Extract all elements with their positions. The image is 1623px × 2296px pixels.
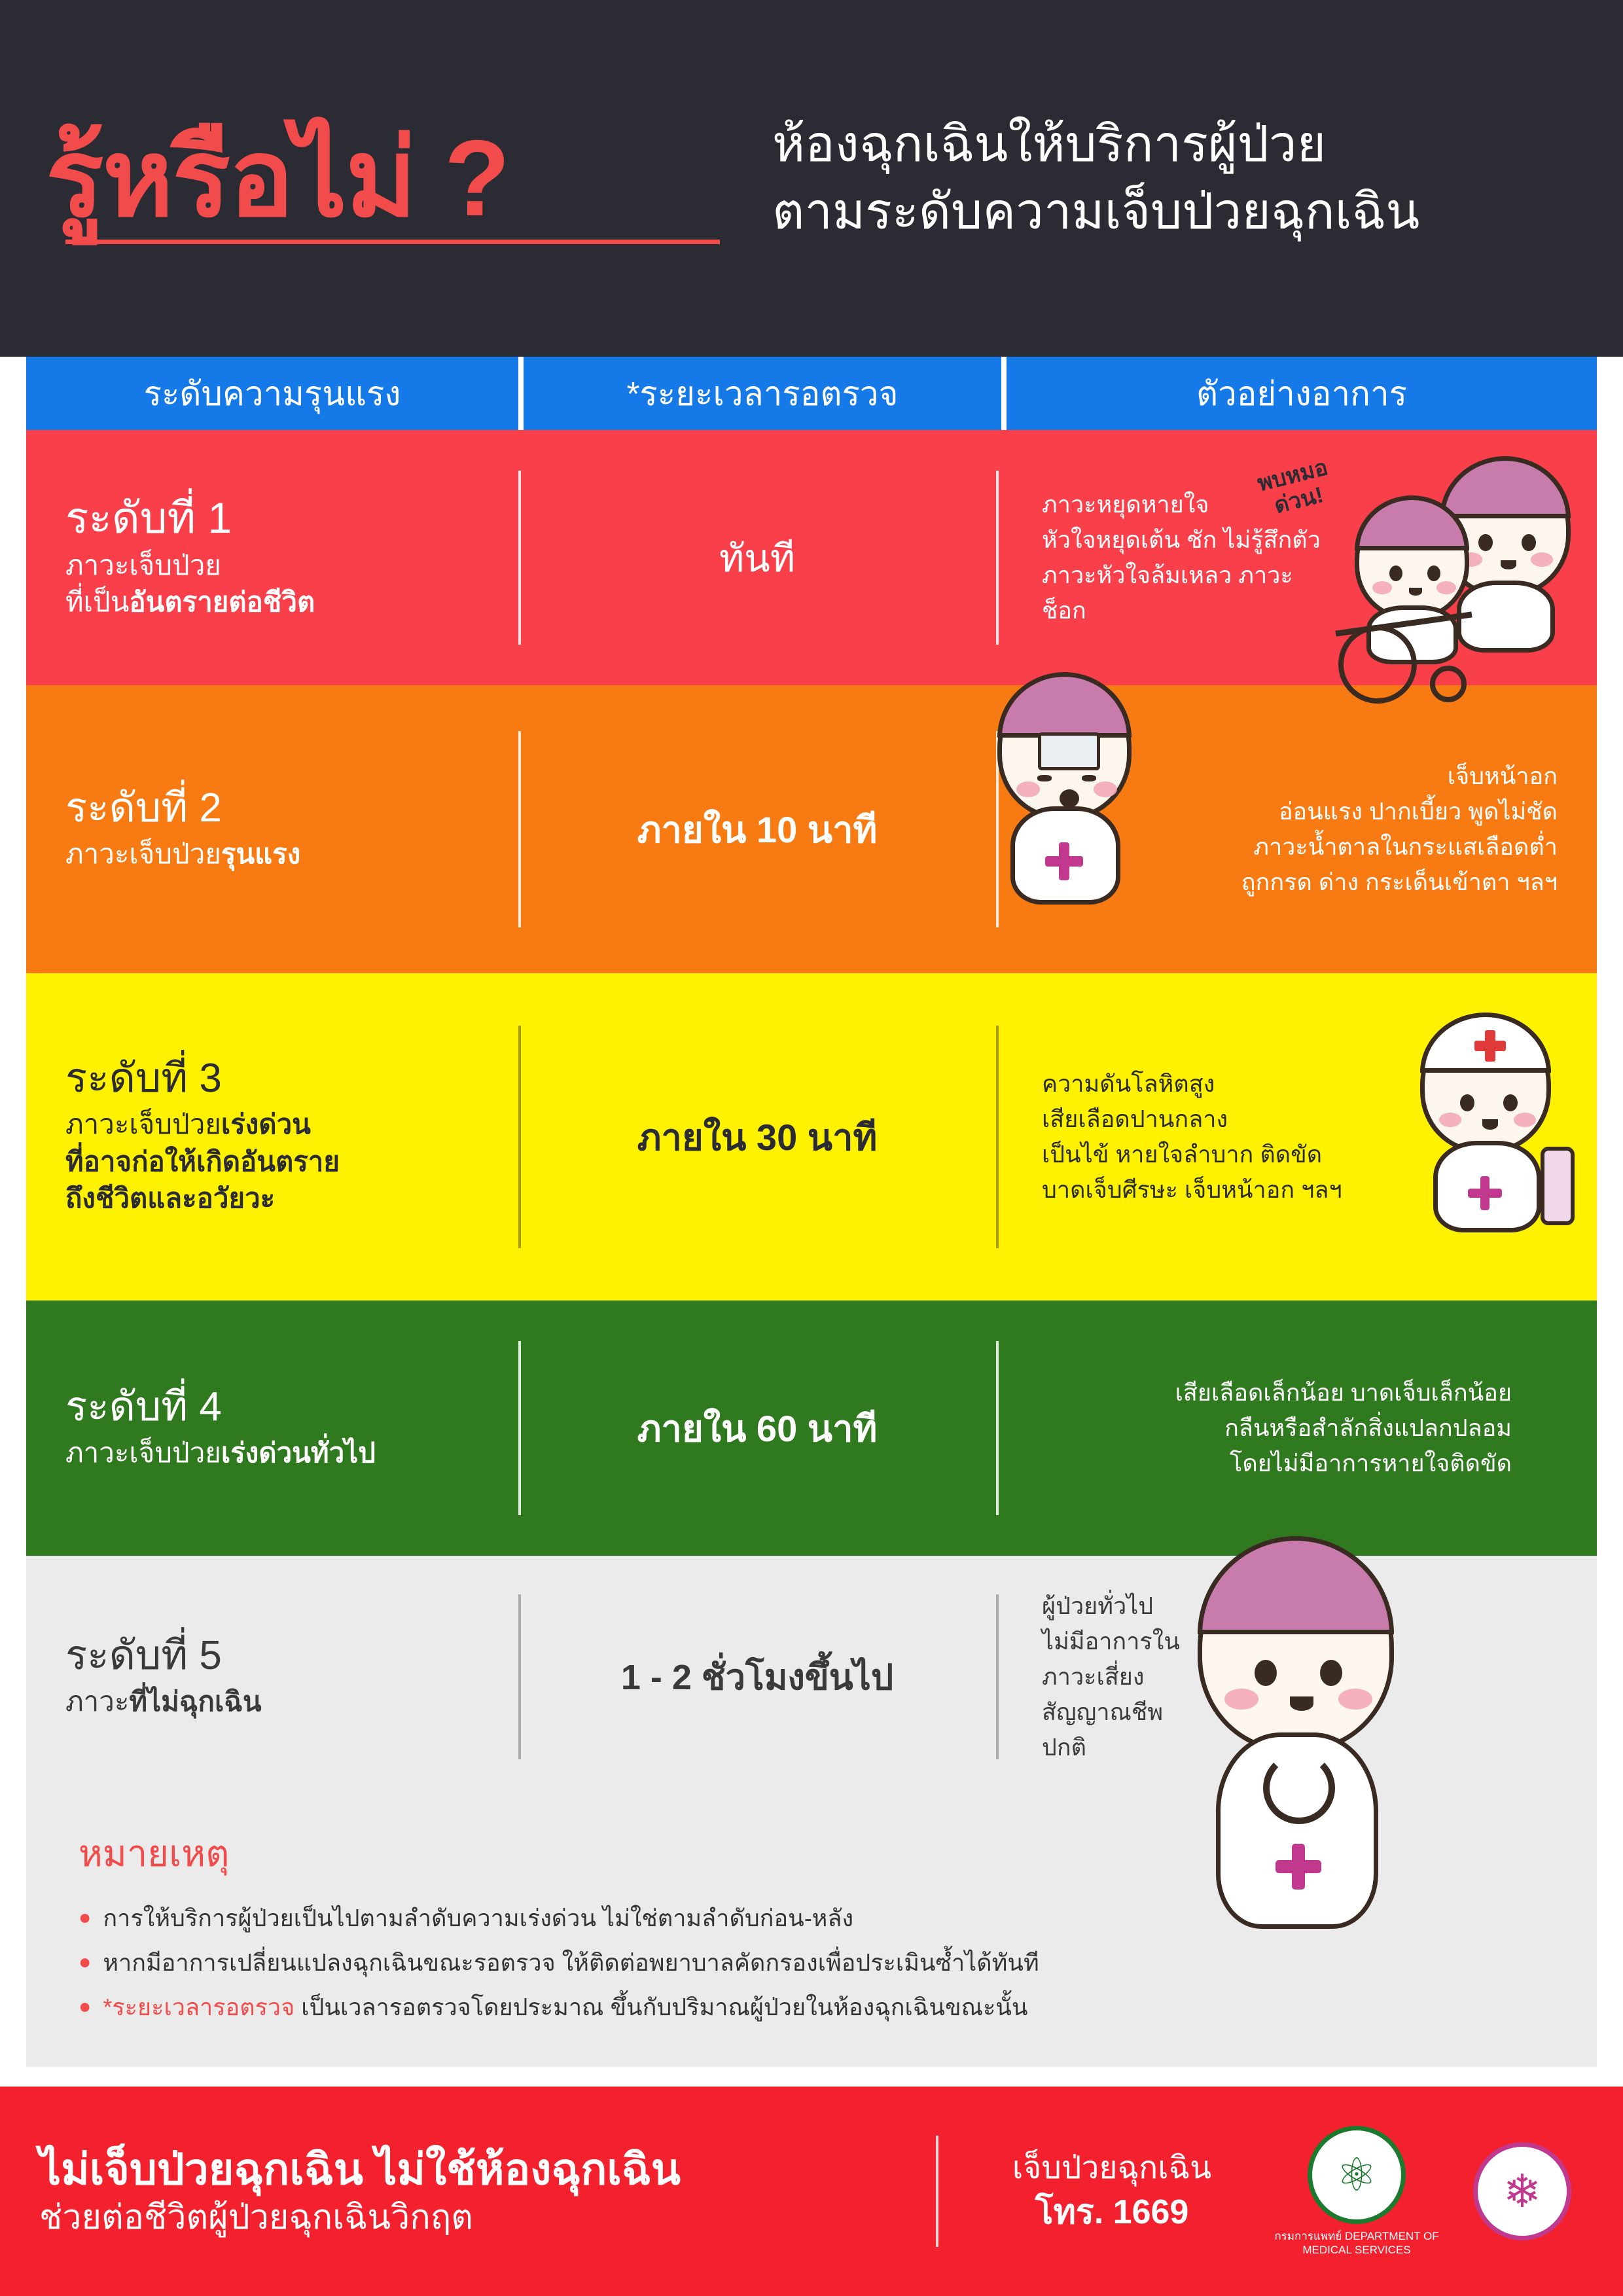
hotline-number: โทร. 1669: [1035, 2193, 1189, 2232]
row-divider: [518, 471, 521, 644]
cell-severity: [26, 1556, 518, 1798]
symptom-line: ถูกกรด ด่าง กระเด็นเข้าตา ฯลฯ: [1241, 869, 1558, 895]
symptom-line: เสียเลือดเล็กน้อย บาดเจ็บเล็กน้อย: [1175, 1379, 1512, 1406]
cell-waittime: [518, 430, 996, 685]
level-desc-bold: อันตรายต่อชีวิต: [129, 586, 315, 618]
level-desc-bold: รุนแรง: [221, 838, 301, 869]
symptom-line: ภาวะน้ำตาลในกระแสเลือดต่ำ: [1253, 833, 1558, 860]
level-description-line2: [65, 1683, 518, 1721]
table-row: [26, 430, 1597, 685]
cell-waittime: [518, 973, 996, 1300]
column-header-severity: ระดับความรุนแรง: [26, 357, 518, 430]
symptom-line: กลืนหรือสำลักสิ่งแปลกปลอม: [1224, 1414, 1512, 1441]
triage-table: [0, 357, 1623, 1798]
cell-symptoms: [996, 973, 1597, 1300]
symptom-line: ภาวะหยุดหายใจ: [1042, 491, 1209, 518]
note-text: เป็นเวลารอตรวจโดยประมาณ ขึ้นกับปริมาณผู้ป่วยในห้องฉุกเฉินขณะนั้น: [294, 1994, 1028, 2020]
ministry-of-public-health-logo: [1308, 2126, 1406, 2224]
note-item: [79, 1990, 1597, 2025]
rajavithi-hospital-logo: [1473, 2142, 1571, 2240]
wait-time-value: 1 - 2 ชั่วโมงขึ้นไป: [620, 1658, 894, 1697]
note-text-group: [103, 1990, 1027, 2025]
wait-time-value: ทันที: [719, 537, 796, 580]
symptom-line: ภาวะหัวใจล้มเหลว ภาวะช็อก: [1042, 562, 1293, 624]
level-desc-plain: ภาวะ: [65, 1685, 130, 1717]
title-underline: [65, 240, 720, 244]
cell-symptoms: [996, 1556, 1597, 1798]
table-row: [26, 685, 1597, 973]
bullet-icon: ●: [79, 1905, 92, 1929]
speech-bubble-text: พบหมอด่วน!: [1255, 454, 1330, 519]
row-divider: [996, 471, 999, 644]
cell-severity: [26, 1300, 518, 1556]
page-footer: [0, 2087, 1623, 2296]
bullet-icon: ●: [79, 1994, 92, 2018]
footer-message: [39, 2142, 910, 2240]
note-text: การให้บริการผู้ป่วยเป็นไปตามลำดับความเร่งด่วน ไม่ใช่ตามลำดับก่อน-หลัง: [103, 1905, 854, 1931]
lotus-icon: ❄: [1503, 2166, 1542, 2217]
symptom-line: เป็นไข้ หายใจลำบาก ติดขัด: [1042, 1141, 1323, 1168]
symptom-line: อ่อนแรง ปากเบี้ยว พูดไม่ชัด: [1278, 798, 1558, 825]
column-header-waittime: *ระยะเวลารอตรวจ: [524, 357, 1001, 430]
level-desc-bold: ที่อาจก่อให้เกิดอันตราย: [65, 1145, 340, 1177]
page-title: รู้หรือไม่ ?: [46, 117, 509, 238]
level-desc-bold: ถึงชีวิตและอวัยวะ: [65, 1183, 276, 1214]
page-header: [0, 0, 1623, 357]
cell-severity: [26, 430, 518, 685]
table-header-row: [26, 357, 1597, 430]
level-description-line2: [65, 584, 518, 621]
symptom-line: ไม่มีอาการในภาวะเสี่ยง: [1042, 1628, 1180, 1690]
wait-time-value: ภายใน 30 นาที: [637, 1116, 878, 1158]
wait-time-value: ภายใน 60 นาที: [637, 1407, 878, 1449]
hotline-label: เจ็บป่วยฉุกเฉิน: [1012, 2150, 1212, 2185]
cell-severity: [26, 973, 518, 1300]
level-desc-bold: เร่งด่วนทั่วไป: [221, 1437, 376, 1468]
header-title-block: [46, 117, 759, 238]
level-description-line2: [65, 1143, 518, 1181]
logo-ministry-block: [1272, 2126, 1442, 2257]
symptom-line: เจ็บหน้าอก: [1447, 762, 1558, 789]
header-subtitle-line2: ตามระดับความเจ็บป่วยฉุกเฉิน: [772, 183, 1420, 240]
notes-title: หมายเหตุ: [79, 1833, 230, 1874]
cell-symptoms: [996, 1300, 1597, 1556]
level-description-line1: [65, 1106, 518, 1143]
row-divider: [996, 1341, 999, 1515]
level-title: ระดับที่ 5: [65, 1632, 222, 1678]
note-item: [79, 1945, 1597, 1981]
header-subtitle-block: [759, 111, 1577, 245]
footer-message-line2: ช่วยต่อชีวิตผู้ป่วยฉุกเฉินวิกฤต: [39, 2198, 473, 2237]
symptom-line: หัวใจหยุดเต้น ชัก ไม่รู้สึกตัว: [1042, 526, 1321, 553]
symptom-line: เสียเลือดปานกลาง: [1042, 1105, 1228, 1132]
level-title: ระดับที่ 1: [65, 493, 232, 543]
level-description-line3: [65, 1180, 518, 1217]
wait-time-value: ภายใน 10 นาที: [637, 808, 878, 850]
table-row: [26, 973, 1597, 1300]
cell-waittime: [518, 1300, 996, 1556]
level-description-line2: [65, 836, 518, 873]
cell-symptoms: [996, 430, 1597, 685]
symptom-line: โดยไม่มีอาการหายใจติดขัด: [1229, 1450, 1512, 1477]
column-header-symptoms: ตัวอย่างอาการ: [1007, 357, 1597, 430]
footer-message-line1: ไม่เจ็บป่วยฉุกเฉิน ไม่ใช้ห้องฉุกเฉิน: [39, 2144, 681, 2193]
bullet-icon: ●: [79, 1950, 92, 1973]
level-title: ระดับที่ 3: [65, 1055, 222, 1101]
level-desc-bold: ที่ไม่ฉุกเฉิน: [129, 1685, 262, 1717]
level-description-line1: ภาวะเจ็บป่วย: [65, 549, 221, 581]
cell-waittime: [518, 685, 996, 973]
symptom-line: ความดันโลหิตสูง: [1042, 1070, 1215, 1097]
note-item: [79, 1901, 1597, 1936]
level-desc-bold: เร่งด่วน: [221, 1109, 311, 1140]
row-divider: [996, 731, 999, 927]
note-highlight: *ระยะเวลารอตรวจ: [103, 1994, 295, 2020]
cell-severity: [26, 685, 518, 973]
row-divider: [518, 731, 521, 927]
symptom-line: ผู้ป่วยทั่วไป: [1042, 1592, 1154, 1619]
level-desc-plain: ภาวะเจ็บป่วย: [65, 838, 221, 869]
table-row: [26, 1556, 1597, 1798]
level-desc-plain: ภาวะเจ็บป่วย: [65, 1109, 221, 1140]
footer-divider: [936, 2136, 938, 2247]
logo-caption-ministry: กรมการแพทย์ DEPARTMENT OF MEDICAL SERVICES: [1274, 2229, 1439, 2256]
level-desc-plain: ภาวะเจ็บป่วย: [65, 1437, 221, 1468]
row-divider: [996, 1026, 999, 1248]
footer-logos: [1259, 2126, 1584, 2257]
header-subtitle-line1: ห้องฉุกเฉินให้บริการผู้ป่วย: [772, 116, 1327, 172]
note-text: หากมีอาการเปลี่ยนแปลงฉุกเฉินขณะรอตรวจ ให้ติดต่อพยาบาลคัดกรองเพื่อประเมินซ้ำได้ทันที: [103, 1949, 1039, 1976]
notes-section: [26, 1798, 1597, 2067]
emergency-hotline: [965, 2147, 1259, 2236]
row-divider: [518, 1341, 521, 1515]
row-divider: [996, 1594, 999, 1759]
row-divider: [518, 1026, 521, 1248]
symptom-line: สัญญาณชีพปกติ: [1042, 1698, 1164, 1761]
logo-hospital-block: [1473, 2142, 1571, 2240]
row-divider: [518, 1594, 521, 1759]
table-row: [26, 1300, 1597, 1556]
level-desc-plain: ที่เป็น: [65, 586, 130, 618]
level-title: ระดับที่ 2: [65, 785, 222, 831]
level-description-line2: [65, 1435, 518, 1472]
cell-symptoms: [996, 685, 1597, 973]
symptom-line: บาดเจ็บศีรษะ เจ็บหน้าอก ฯลฯ: [1042, 1176, 1342, 1203]
level-title: ระดับที่ 4: [65, 1384, 222, 1429]
cell-waittime: [518, 1556, 996, 1798]
caduceus-icon: ⚛: [1336, 2149, 1378, 2200]
